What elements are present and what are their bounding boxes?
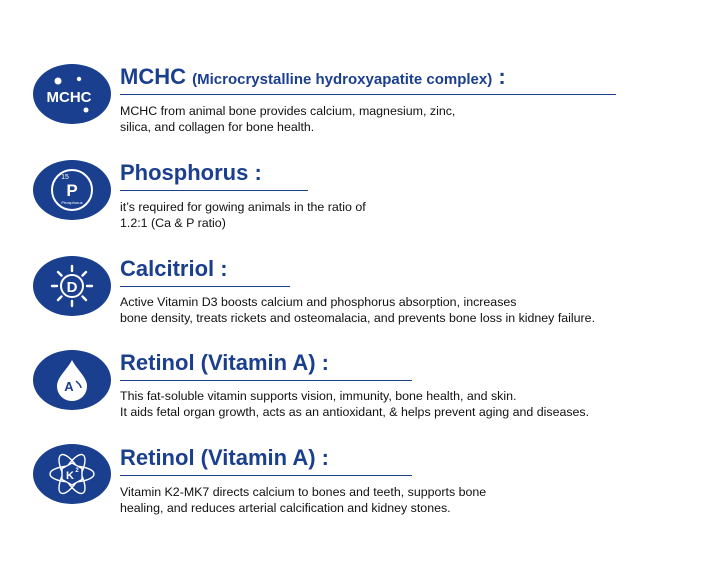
vitamin-d-sun-icon	[33, 256, 111, 316]
item-title-subtitle: (Microcrystalline hydroxyapatite complex)	[192, 71, 493, 88]
item-title: Retinol (Vitamin A) :	[120, 445, 329, 470]
description-line: It aids fetal organ growth, acts as an antioxidant, & helps prevent aging and diseases.	[120, 405, 590, 419]
item-title-main: MCHC	[120, 64, 186, 89]
description-line: MCHC from animal bone provides calcium, magnesium, zinc,	[120, 104, 456, 118]
title-underline	[120, 286, 290, 287]
vitamin-superscript: 2	[75, 468, 79, 474]
description-line: 1.2:1 (Ca & P ratio)	[120, 216, 226, 230]
vitamin-letter: K	[66, 470, 74, 482]
mchc-icon	[33, 64, 111, 124]
mchc-badge-text: MCHC	[46, 89, 92, 106]
title-underline	[120, 190, 308, 191]
item-title: Retinol (Vitamin A) :	[120, 350, 329, 375]
element-number: 15	[61, 174, 69, 181]
description-line: silica, and collagen for bone health.	[120, 120, 315, 134]
description-line: Vitamin K2-MK7 directs calcium to bones and teeth, supports bone	[120, 485, 487, 499]
element-caption: Phosphorus	[61, 200, 83, 205]
title-underline	[120, 475, 412, 476]
description-line: This fat-soluble vitamin supports vision, immunity, bone health, and skin.	[120, 389, 517, 403]
description-line: it’s required for gowing animals in the ratio of	[120, 200, 366, 214]
vitamin-k2-icon	[33, 444, 111, 504]
description-line: Active Vitamin D3 boosts calcium and phosphorus absorption, increases	[120, 295, 517, 309]
item-title-colon: :	[498, 64, 506, 89]
description-line: healing, and reduces arterial calcification and kidney stones.	[120, 501, 451, 515]
item-title: Phosphorus :	[120, 160, 262, 185]
item-description	[120, 294, 595, 326]
description-line: bone density, treats rickets and osteomalacia, and prevents bone loss in kidney failure.	[120, 311, 596, 325]
item-description	[120, 388, 589, 420]
item-description	[120, 484, 486, 516]
vitamin-letter: D	[66, 279, 78, 296]
phosphorus-element-icon	[33, 160, 111, 220]
title-underline	[120, 94, 616, 95]
element-symbol: P	[66, 181, 78, 200]
item-title	[120, 64, 506, 93]
title-underline	[120, 380, 412, 381]
item-description	[120, 199, 366, 231]
vitamin-letter: A	[64, 379, 74, 394]
item-description	[120, 103, 455, 135]
item-title: Calcitriol :	[120, 256, 228, 281]
vitamin-a-drop-icon	[33, 350, 111, 410]
